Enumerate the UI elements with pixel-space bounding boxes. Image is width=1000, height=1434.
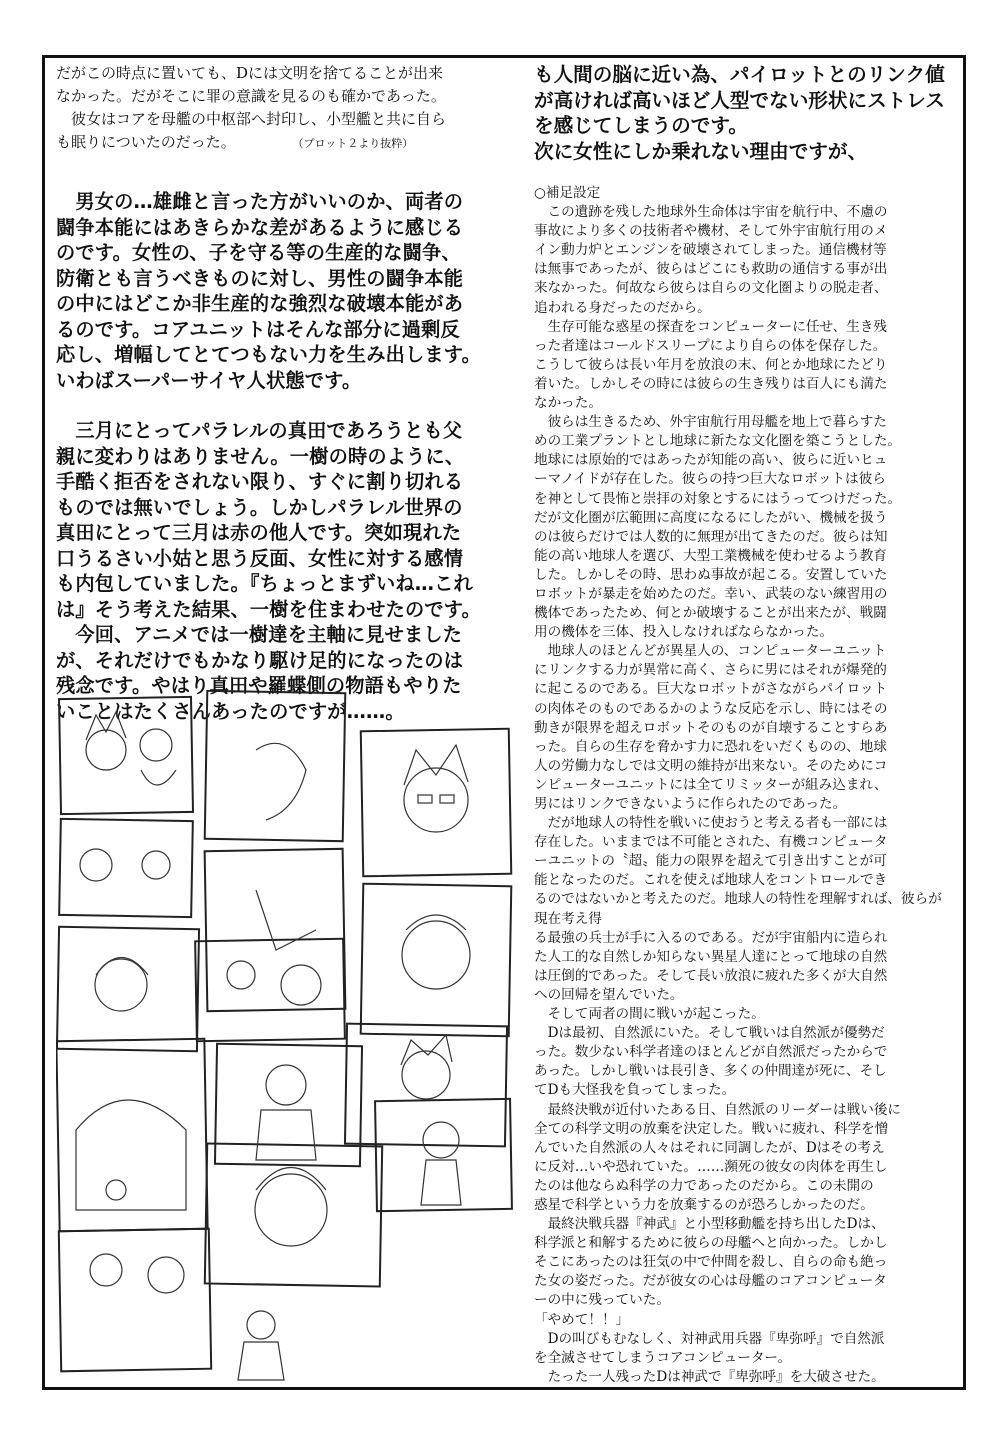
supplement-line: んでいた自然派の人々はそれに同調したが、Dはその考え xyxy=(534,1139,885,1156)
supplement-line: った者達はコールドスリープにより自らの体を保存した。 xyxy=(534,337,887,354)
supplement-line: ンピューターユニットには全てリミッターが組み込まれ、 xyxy=(534,776,888,793)
supplement-line: の肉体そのものであるかのような反応を示し、時にはその xyxy=(534,700,888,717)
supplement-line: ーの中に残っていた。 xyxy=(534,1292,670,1309)
supplement-line: 惑星で科学という力を放棄するのが恐ろしかったのだ。 xyxy=(534,1196,874,1213)
essay-line: 手酷く拒否をされない限り、すぐに割り切れる xyxy=(56,470,464,493)
supplement-line: こうして彼らは長い年月を放浪の末、何とか地球にたどり xyxy=(534,356,888,373)
supplement-line: そして両者の間に戦いが起こった。 xyxy=(534,1006,765,1023)
supplement-line: 最終決戦兵器『神武』と小型移動艦を持ち出したDは、 xyxy=(534,1216,885,1233)
supplement-line: のは彼らだけでは人数的に無理が出てきたのだ。彼らは知 xyxy=(534,528,888,545)
essay-line: 防衛とも言うべきものに対し、男性の闘争本能 xyxy=(56,266,464,290)
supplement-line: 来なかった。何故なら彼らは自らの文化圏よりの脱走者、 xyxy=(534,280,888,297)
essay-line: を感じてしまうのです。 xyxy=(534,114,748,137)
essay-line: 残念です。やはり真田や羅蝶側の物語もやりた xyxy=(56,674,462,697)
supplement-line: への回帰を望んでいた。 xyxy=(534,986,684,1003)
supplement-line: たのは他ならぬ科学の力であったのだから。この未開の xyxy=(534,1177,874,1194)
plot-line: だがこの時点に置いても、Dには文明を捨てることが出来 xyxy=(56,64,444,82)
supplement-line: は圧倒的であった。そして長い放浪に疲れた多くが大自然 xyxy=(534,967,888,984)
plot-excerpt xyxy=(56,62,502,155)
storyboard-sketches xyxy=(56,690,516,1390)
supplement-line: この遺跡を残した地球外生命体は宇宙を航行中、不慮の xyxy=(534,204,888,221)
supplement-line: 人の労働力なしでは文明の維持が出来ない。そのためにコ xyxy=(534,757,888,774)
supplement-line: した。しかしその時、思わぬ事故が起こる。安置していた xyxy=(534,566,888,583)
supplement-line: にリンクする力が異常に高く、さらに男にはそれが爆発的 xyxy=(534,662,887,679)
supplement-line: 存在した。いままでは不可能とされた、有機コンピュータ xyxy=(534,834,888,851)
supplement-line: るのではないかと考えたのだ。地球人の特性を理解すれば、彼らが現在考え得 xyxy=(534,891,942,927)
supplement-line: 機体であったため、何とか破壊することが出来たが、戦闘 xyxy=(534,605,887,622)
essay-line: 応し、増幅してとてつもない力を生み出します。 xyxy=(56,343,481,366)
essay-line: 男女の…雄雌と言った方がいいのか、両者の xyxy=(56,190,464,213)
supplement-line: たった一人残ったDは神武で『卑弥呼』を大破させた。 xyxy=(534,1368,885,1385)
plot-line xyxy=(56,131,502,155)
supplement-line: イン動力炉とエンジンを破壊されてしまった。通信機材等 xyxy=(534,242,887,259)
essay-left xyxy=(56,189,502,724)
supplement-heading: ○補足設定 xyxy=(534,185,601,201)
essay-line: の中にはどこか非生産的な強烈な破壊本能があ xyxy=(56,292,464,315)
supplement-line: 能の高い地球人を選び、大型工業機械を使わせるよう教育 xyxy=(534,547,887,564)
supplement-line: 「やめて！！」 xyxy=(534,1311,630,1328)
essay-line: も内包していました。『ちょっとまずいね…これ xyxy=(56,572,473,595)
plot-line-text: も眠りについたのだった。 xyxy=(56,133,236,151)
supplement-line: 彼らは生きるため、外宇宙航行用母艦を地上で暮らすた xyxy=(534,414,887,431)
supplement-line: だが地球人の特性を戦いに使おうと考える者も一部には xyxy=(534,815,888,832)
supplement-line: 追われる身だったのだから。 xyxy=(534,299,711,316)
supplement-line: 地球人のほとんどが異星人の、コンピューターユニット xyxy=(534,643,887,660)
supplement-section xyxy=(534,184,952,1387)
supplement-line: ロボットが暴走を始めたのだ。幸い、武装のない練習用の xyxy=(534,585,888,602)
supplement-line: に起こるのである。巨大なロボットがさながらパイロット xyxy=(534,681,888,698)
essay-line: 今回、アニメでは一樹達を主軸に見せました xyxy=(56,623,463,646)
left-column xyxy=(56,62,502,724)
essay-line: 次に女性にしか乗れない理由ですが、 xyxy=(534,139,868,163)
essay-right xyxy=(534,62,952,164)
supplement-line: 全ての科学文明の放棄を決定した。戦いに疲れ、科学を憎 xyxy=(534,1120,889,1137)
supplement-line: 事故により多くの技術者や機材、そして外宇宙航行用のメ xyxy=(534,223,888,240)
supplement-line: めの工業プラントとし地球に新たな文化圏を築こうとした。 xyxy=(534,433,902,450)
supplement-line: る最強の兵士が手に入るのである。だが宇宙船内に造られ xyxy=(534,929,888,946)
plot-line: 彼女はコアを母艦の中枢部へ封印し、小型艦と共に自ら xyxy=(56,110,447,128)
supplement-line: だが文化圏が広範囲に高度になるにしたがい、機械を扱う xyxy=(534,509,888,526)
essay-line: るのです。コアユニットはそんな部分に過剰反 xyxy=(56,317,460,341)
supplement-line: った。数少ない科学者達のほとんどが自然派だったからで xyxy=(534,1044,888,1061)
supplement-line: 着いた。しかしその時には彼らの生き残りは百人にも満た xyxy=(534,375,888,392)
essay-line: も人間の脳に近い為、パイロットとのリンク値 xyxy=(534,63,945,86)
supplement-line: に反対…いや恐れていた。……瀕死の彼女の肉体を再生し xyxy=(534,1158,888,1175)
essay-line: が、それだけでもかなり駆け足的になったのは xyxy=(56,648,464,672)
essay-line: が高ければ高いほど人型でない形状にストレス xyxy=(534,88,945,112)
sketch-panels xyxy=(56,691,512,1371)
supplement-line: 最終決戦が近付いたある日、自然派のリーダーは戦い後に xyxy=(534,1101,902,1118)
right-column xyxy=(534,62,952,1387)
supplement-line: そこにあったのは狂気の中で仲間を殺し、自らの命も絶っ xyxy=(534,1254,888,1271)
supplement-line: なかった。 xyxy=(534,395,602,412)
supplement-line: た女の姿だった。だが彼女の心は母艦のコアコンピュータ xyxy=(534,1273,887,1290)
supplement-line: 能となったのだ。これを使えば地球人をコントロールでき xyxy=(534,872,888,889)
supplement-line: 地球には原始的ではあったが知能の高い、彼らに近いヒュ xyxy=(534,452,888,469)
essay-line: 三月にとってパラレルの真田であろうとも父 xyxy=(56,419,463,442)
supplement-line: を全滅させてしまうコアコンピューター。 xyxy=(534,1349,792,1366)
supplement-line: った。自らの生存を脅かす力に恐れをいだくものの、地球 xyxy=(534,738,887,755)
essay-line: 親に変わりはありません。一樹の時のように、 xyxy=(56,444,465,468)
supplement-line: を神として畏怖と崇拝の対象とするにはうってつけだった。 xyxy=(534,490,902,507)
essay-line: 闘争本能にはあきらかな差があるように感じる xyxy=(56,215,464,239)
supplement-line: ーマノイドが存在した。彼らの持つ巨大なロボットは彼ら xyxy=(534,471,886,488)
essay-line: 口うるさい小姑と思う反面、女性に対する感情 xyxy=(56,546,464,570)
supplement-line: 動きが限界を超えロボットそのものが自壊することすらあ xyxy=(534,719,888,736)
supplement-line: は無事であったが、彼らはどこにも救助の通信する事が出 xyxy=(534,261,888,278)
plot-source: （プロット２より抜粋） xyxy=(292,137,414,150)
essay-line: ものでは無いでしょう。しかしパラレル世界の xyxy=(56,495,463,519)
essay-line: は』そう考えた結果、一樹を住まわせたのです。 xyxy=(56,597,481,621)
supplement-body xyxy=(534,203,952,1387)
supplement-line: た人工的な自然しか知らない異星人達にとって地球の自然 xyxy=(534,948,888,965)
essay-line: いことはたくさんあったのですが……。 xyxy=(56,699,405,723)
supplement-line: Dの叫びもむなしく、対神武用兵器『卑弥呼』で自然派 xyxy=(534,1330,885,1347)
supplement-line: 用の機体を三体、投入しなければならなかった。 xyxy=(534,624,834,641)
supplement-line: 生存可能な惑星の探査をコンピューターに任せ、生き残 xyxy=(534,318,888,335)
essay-line: 真田にとって三月は赤の他人です。突如現れた xyxy=(56,521,462,544)
supplement-line: あった。しかし戦いは長引き、多くの仲間達が死に、そし xyxy=(534,1063,887,1080)
plot-line: なかった。だがそこに罪の意識を見るのも確かであった。 xyxy=(56,87,446,105)
supplement-line: 男にはリンクできないように作られたのであった。 xyxy=(534,796,847,812)
essay-line: いわばスーパーサイヤ人状態です。 xyxy=(56,368,362,392)
supplement-line: ーユニットの〝超〟能力の限界を超えて引き出すことが可 xyxy=(534,853,887,870)
essay-line: のです。女性の、子を守る等の生産的な闘争、 xyxy=(56,241,461,264)
supplement-line: Dは最初、自然派にいた。そして戦いは自然派が優勢だ xyxy=(534,1025,885,1042)
supplement-line: てDも大怪我を負ってしまった。 xyxy=(534,1082,736,1099)
supplement-line: 科学派と和解するために彼らの母艦へと向かった。しかし xyxy=(534,1235,888,1252)
